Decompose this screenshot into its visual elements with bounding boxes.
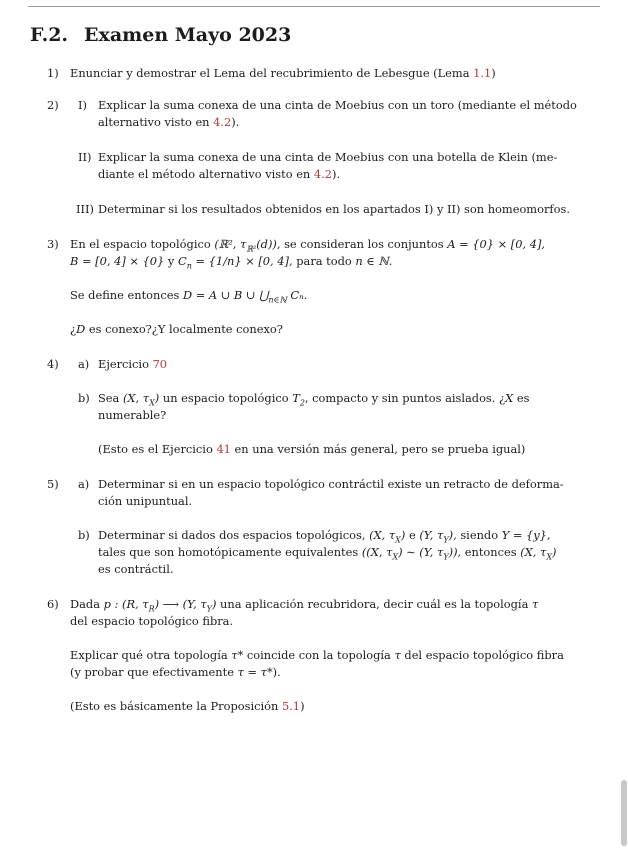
q4-note-ref-link[interactable]: 41 [216, 442, 231, 456]
q4-b-line1: Sea (X, $\tau_X$) un espacio topológico $T_2$, compacto y sin puntos aislados. ¿X es [98, 391, 530, 408]
q6-note: (Esto es básicamente la Proposición 5.1) [70, 699, 305, 713]
q3-question: ¿D es conexo?¿Y localmente conexo? [70, 322, 283, 336]
q5-a-line2: ción unipuntual. [98, 494, 193, 508]
q6-line2: del espacio topológico fibra. [70, 614, 234, 628]
q5-b-line1: Determinar si dados dos espacios topológicos, (X, $\tau_X$) e (Y, $\tau_Y$), siendo Y = {y}, [98, 528, 551, 545]
q2-iii-text: Determinar si los resultados obtenidos en los apartados I) y II) son homeomorfos. [98, 202, 570, 216]
q2-i-line2: alternativo visto en 4.2). [98, 115, 240, 129]
q3-number: 3) [47, 237, 59, 251]
q2-ii-ref-link[interactable]: 4.2 [313, 167, 333, 181]
q1-text: Enunciar y demostrar el Lema del recubrimiento de Lebesgue (Lema 1.1) [70, 66, 496, 80]
q1-number: 1) [47, 66, 59, 80]
q3-line1: En el espacio topológico (ℝ², $\tau_{ℝ^2}(d)$), se consideran los conjuntos A = {0} × [0, 4], [70, 237, 546, 254]
q2-i-ref-link[interactable]: 4.2 [213, 115, 232, 129]
q6-p2-line2: (y probar que efectivamente τ = τ*). [70, 665, 281, 679]
top-rule [28, 6, 600, 7]
q5-number: 5) [47, 477, 59, 491]
q4-number: 4) [47, 357, 59, 371]
q4-a-text: Ejercicio 70 [98, 357, 168, 371]
q6-number: 6) [47, 597, 59, 611]
q4-a-ref-link[interactable]: 70 [152, 357, 168, 371]
q2-number: 2) [47, 98, 59, 112]
q1-ref-link[interactable]: 1.1 [473, 66, 492, 80]
q6-p2-line1: Explicar qué otra topología τ* coincide con la topología τ del espacio topológico fibra [70, 648, 564, 662]
q4-b-label: b) [78, 391, 90, 405]
q2-i-label: I) [78, 98, 87, 112]
q4-note: (Esto es el Ejercicio 41 en una versión más general, pero se prueba igual) [98, 442, 526, 456]
q5-b-line2: tales que son homotópicamente equivalentes ((X, $\tau_X$) ∼ (Y, $\tau_Y$)), entonces (X, $\tau_X$) [98, 545, 557, 562]
q3-definition: Se define entonces D = A ∪ B ∪ $⋃_{n\in ℕ}$ Cₙ. [70, 288, 308, 305]
q4-a-label: a) [78, 357, 90, 371]
scrollbar-thumb[interactable] [621, 780, 627, 846]
q2-ii-line2: diante el método alternativo visto en 4.2). [98, 167, 341, 181]
q2-iii-label: III) [76, 202, 94, 216]
q4-b-line2: numerable? [98, 408, 167, 422]
q5-a-label: a) [78, 477, 90, 491]
section-number: F.2. [30, 24, 69, 46]
q5-b-line3: es contráctil. [98, 562, 174, 576]
q3-line2: B = [0, 4] × {0} y $C_n = \{1/n\} \times [0$, 4], para todo n ∈ ℕ. [70, 254, 393, 271]
q5-b-label: b) [78, 528, 90, 542]
section-title: Examen Mayo 2023 [84, 24, 292, 46]
page-title [30, 24, 291, 46]
q5-a-line1: Determinar si en un espacio topológico contráctil existe un retracto de deforma- [98, 477, 564, 491]
q6-line1: Dada p : (R, $\tau_R$) ⟶ (Y, $\tau_Y$) una aplicación recubridora, decir cuál es la topología τ [70, 597, 539, 614]
q2-i-line1: Explicar la suma conexa de una cinta de Moebius con un toro (mediante el método [98, 98, 577, 112]
q2-ii-label: II) [78, 150, 92, 164]
q6-note-ref-link[interactable]: 5.1 [281, 699, 301, 713]
q2-ii-line1: Explicar la suma conexa de una cinta de Moebius con una botella de Klein (me- [98, 150, 558, 164]
